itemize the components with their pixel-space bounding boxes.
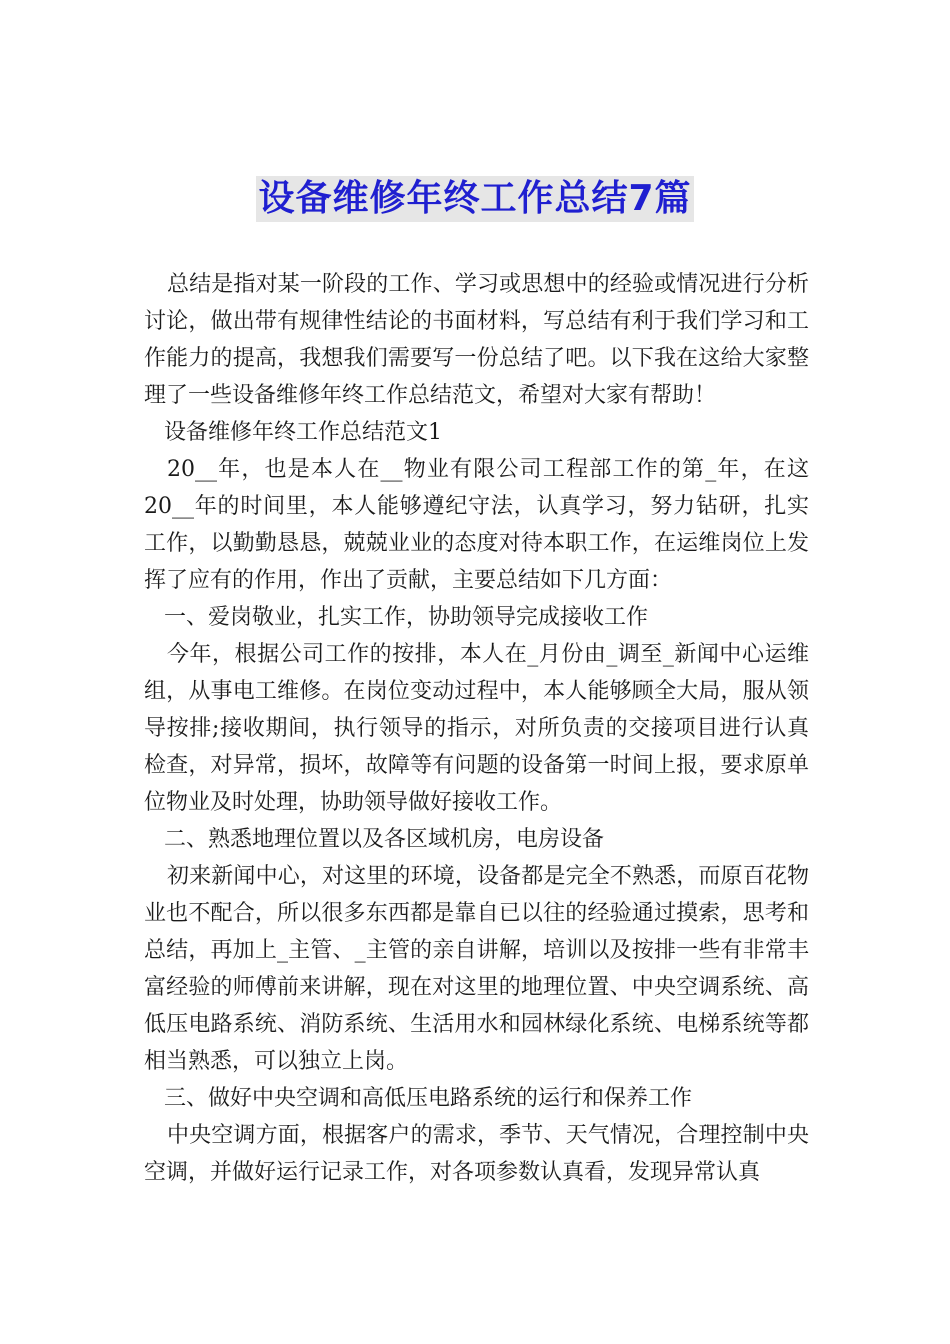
- paragraph: 20__年，也是本人在__物业有限公司工程部工作的第_年，在这20__年的时间里，本人能够遵纪守法，认真学习，努力钻研，扎实工作，以勤勤恳恳，兢兢业业的态度对待本职工作，在运维岗位上发挥了应有的作用，作出了贡献，主要总结如下几方面：: [144, 457, 809, 593]
- paragraph: 中央空调方面，根据客户的需求，季节、天气情况，合理控制中央空调，并做好运行记录工作，对各项参数认真看，发现异常认真: [144, 1123, 809, 1185]
- section-heading-sample-1: 设备维修年终工作总结范文1: [164, 420, 442, 445]
- paragraph: 今年，根据公司工作的按排，本人在_月份由_调至_新闻中心运维组，从事电工维修。在岗位变动过程中，本人能够顾全大局，服从领导按排;接收期间，执行领导的指示，对所负责的交接项目进行认真检查，对异常，损坏，故障等有问题的设备第一时间上报，要求原单位物业及时处理，协助领导做好接收工作。: [144, 642, 809, 815]
- section-heading: 一、爱岗敬业，扎实工作，协助领导完成接收工作: [164, 605, 649, 630]
- paragraph-intro: 总结是指对某一阶段的工作、学习或思想中的经验或情况进行分析讨论，做出带有规律性结论的书面材料，写总结有利于我们学习和工作能力的提高，我想我们需要写一份总结了吧。以下我在这给大家整理了一些设备维修年终工作总结范文，希望对大家有帮助！: [144, 272, 809, 408]
- document-body: [144, 266, 809, 1191]
- paragraph: 初来新闻中心，对这里的环境，设备都是完全不熟悉，而原百花物业也不配合，所以很多东西都是靠自已以往的经验通过摸索，思考和总结，再加上_主管、_主管的亲自讲解，培训以及按排一些有非常丰富经验的师傅前来讲解，现在对这里的地理位置、中央空调系统、高低压电路系统、消防系统、生活用水和园林绿化系统、电梯系统等都相当熟悉，可以独立上岗。: [144, 864, 809, 1074]
- section-heading: 二、熟悉地理位置以及各区域机房，电房设备: [164, 827, 605, 852]
- title-wrap: [0, 176, 950, 222]
- document-title: 设备维修年终工作总结7篇: [256, 176, 693, 222]
- section-heading: 三、做好中央空调和高低压电路系统的运行和保养工作: [164, 1086, 693, 1111]
